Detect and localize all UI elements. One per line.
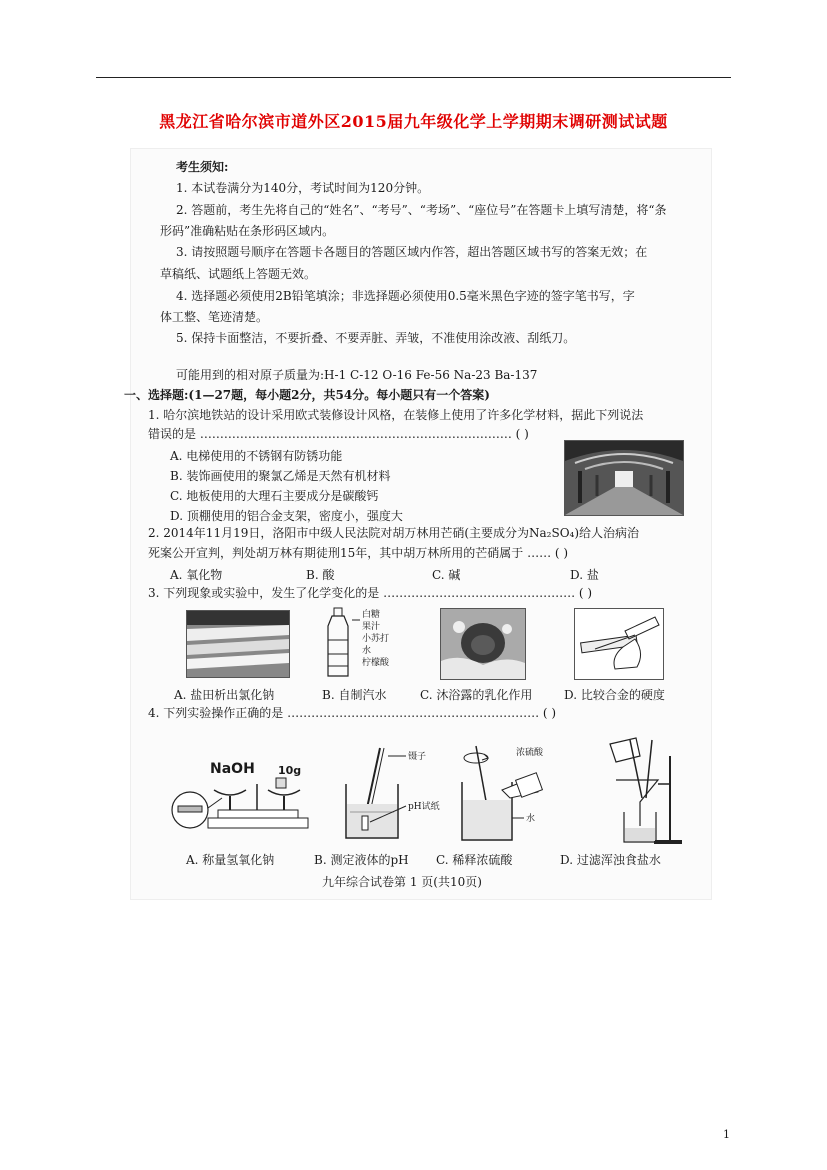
notice-heading: 考生须知: — [176, 160, 229, 174]
q4-option-c: C. 稀释浓硫酸 — [436, 853, 513, 867]
acid-label: 浓硫酸 — [516, 748, 544, 758]
atomic-masses: 可能用到的相对原子质量为:H-1 C-12 O-16 Fe-56 Na-23 Ba-137 — [176, 368, 538, 382]
q1-option-c: C. 地板使用的大理石主要成分是碳酸钙 — [170, 489, 379, 503]
q2-option-c: C. 碱 — [432, 568, 461, 582]
header-rule — [96, 77, 731, 78]
notice-line: 3. 请按照题号顺序在答题卡各题目的答题区域内作答，超出答题区域书写的答案无效；在 — [176, 245, 648, 259]
q2-option-a: A. 氧化物 — [170, 568, 223, 582]
q4-option-b: B. 测定液体的pH — [314, 853, 409, 867]
filtration-illustration — [590, 736, 686, 846]
bottle-label: 小苏打 — [362, 634, 390, 644]
q3-stem: 3. 下列现象或实验中，发生了化学变化的是 ………………………………………… ( ) — [148, 586, 593, 600]
q2-stem: 死案公开宣判，判处胡万林有期徒刑15年，其中胡万林所用的芒硝属于 …… ( ) — [148, 546, 569, 560]
dilute-acid-illustration — [458, 738, 568, 844]
notice-line: 1. 本试卷满分为140分，考试时间为120分钟。 — [176, 181, 430, 195]
bottle-label: 果汁 — [362, 622, 381, 632]
notice-line: 4. 选择题必须使用2B铅笔填涂；非选择题必须使用0.5毫米黑色字迹的签字笔书写，字 — [176, 289, 635, 303]
notice-line: 体工整、笔迹清楚。 — [160, 310, 269, 324]
notice-line: 2. 答题前，考生先将自己的“姓名”、“考号”、“考场”、“座位号”在答题卡上填写清楚，将“条 — [176, 203, 667, 217]
page-footer: 九年综合试卷第 1 页(共10页) — [322, 875, 482, 889]
scanned-exam-page — [124, 148, 712, 900]
water-label: 水 — [526, 814, 536, 824]
bottle-label: 白糖 — [362, 610, 381, 620]
q4-option-d: D. 过滤浑浊食盐水 — [560, 853, 661, 867]
bottle-label: 柠檬酸 — [362, 658, 390, 668]
shower-gel-photo — [440, 608, 526, 680]
q1-option-b: B. 装饰画使用的聚氯乙烯是天然有机材料 — [170, 469, 391, 483]
soda-bottle-illustration — [324, 606, 414, 680]
notice-line: 草稿纸、试题纸上答题无效。 — [160, 267, 317, 281]
section-heading: 一、选择题:(1—27题，每小题2分，共54分。每小题只有一个答案) — [124, 388, 490, 402]
q2-option-b: B. 酸 — [306, 568, 335, 582]
q2-stem: 2. 2014年11月19日，洛阳市中级人民法院对胡万林用芒硝(主要成分为Na₂SO₄)给人治病治 — [148, 526, 640, 540]
q3-option-c: C. 沐浴露的乳化作用 — [420, 688, 533, 702]
salt-field-photo — [186, 610, 290, 678]
alloy-hardness-illustration — [574, 608, 664, 680]
q1-option-a: A. 电梯使用的不锈钢有防锈功能 — [170, 449, 343, 463]
q1-option-d: D. 顶棚使用的铝合金支架，密度小，强度大 — [170, 509, 403, 523]
mass-label: 10g — [278, 764, 302, 777]
document-title: 黑龙江省哈尔滨市道外区2015届九年级化学上学期期末调研测试试题 — [159, 112, 668, 131]
bottle-label: 水 — [362, 646, 372, 656]
tweezers-label: 镊子 — [408, 752, 427, 762]
q4-option-a: A. 称量氢氧化钠 — [186, 853, 275, 867]
balance-illustration — [170, 760, 310, 844]
page-number: 1 — [723, 1128, 730, 1141]
q4-stem: 4. 下列实验操作正确的是 ……………………………………………………… ( ) — [148, 706, 557, 720]
ph-paper-label: pH试纸 — [408, 802, 440, 812]
q2-option-d: D. 盐 — [570, 568, 599, 582]
notice-line: 5. 保持卡面整洁，不要折叠、不要弄脏、弄皱，不准使用涂改液、刮纸刀。 — [176, 331, 576, 345]
q1-stem: 1. 哈尔滨地铁站的设计采用欧式装修设计风格，在装修上使用了许多化学材料，据此下列说法 — [148, 408, 644, 422]
q3-option-a: A. 盐田析出氯化钠 — [174, 688, 275, 702]
subway-station-photo — [564, 440, 684, 516]
q3-option-d: D. 比较合金的硬度 — [564, 688, 665, 702]
q3-option-b: B. 自制汽水 — [322, 688, 387, 702]
q1-stem: 错误的是 …………………………………………………………………… ( ) — [148, 427, 529, 441]
naoh-label: NaOH — [210, 761, 255, 777]
ph-test-illustration — [340, 742, 450, 844]
notice-line: 形码”准确粘贴在条形码区域内。 — [160, 224, 335, 238]
